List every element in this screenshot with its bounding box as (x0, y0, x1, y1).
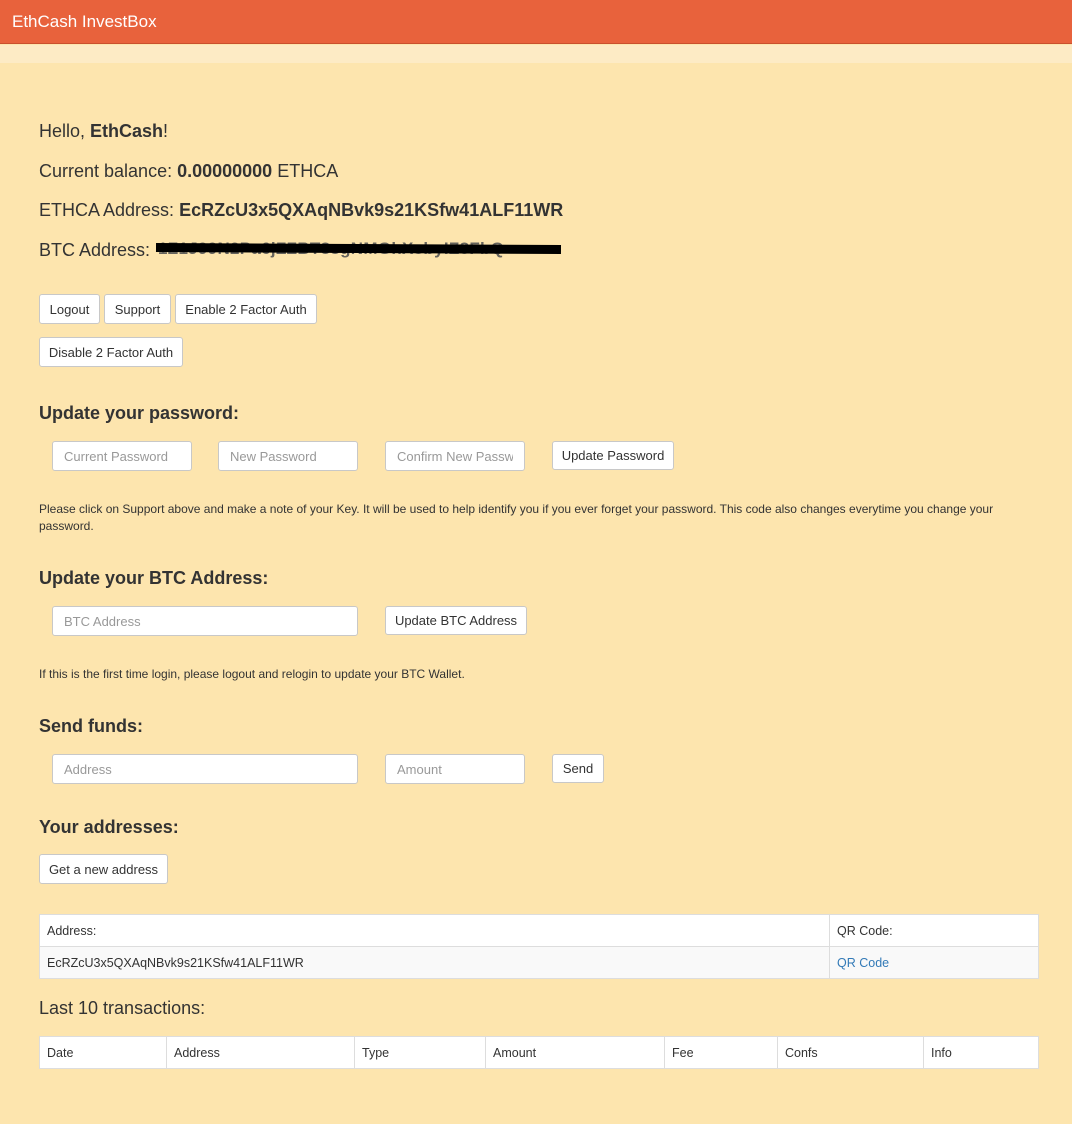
addresses-heading: Your addresses: (39, 817, 179, 837)
qr-column-header: QR Code: (830, 915, 1039, 947)
update-btc-address-button[interactable]: Update BTC Address (385, 606, 527, 635)
qr-code-link[interactable]: QR Code (837, 955, 890, 970)
confs-column-header: Confs (778, 1037, 924, 1069)
table-header-row (40, 1037, 1039, 1069)
send-heading: Send funds: (39, 716, 143, 736)
fee-column-header: Fee (665, 1037, 778, 1069)
logout-button[interactable]: Logout (39, 294, 100, 324)
date-column-header: Date (40, 1037, 167, 1069)
send-button[interactable]: Send (552, 754, 604, 783)
ethca-address-line (39, 200, 563, 221)
btc-address-label: BTC Address: (39, 240, 151, 260)
top-navbar (0, 0, 1072, 44)
greeting-suffix: ! (163, 121, 169, 141)
table-row (40, 947, 1039, 979)
addresses-table (39, 914, 1039, 979)
password-note: Please click on Support above and make a note of your Key. It will be used to help identify you if you ever forget your password. This code also changes everytime you change your password. (39, 502, 994, 533)
current-password-input[interactable] (52, 441, 192, 471)
transactions-heading: Last 10 transactions: (39, 998, 206, 1018)
btc-address-input[interactable] (52, 606, 358, 636)
send-amount-input[interactable] (385, 754, 525, 784)
password-heading: Update your password: (39, 403, 240, 423)
address-cell: EcRZcU3x5QXAqNBvk9s21KSfw41ALF11WR (40, 947, 830, 979)
greeting (39, 121, 168, 142)
disable-2fa-button[interactable]: Disable 2 Factor Auth (39, 337, 183, 367)
balance-label: Current balance: (39, 161, 178, 181)
info-column-header: Info (924, 1037, 1039, 1069)
get-new-address-button[interactable]: Get a new address (39, 854, 168, 884)
qr-cell (830, 947, 1039, 979)
balance-value: 0.00000000 (177, 161, 273, 181)
balance-unit: ETHCA (272, 161, 339, 181)
app-brand[interactable]: EthCash InvestBox (12, 12, 157, 31)
type-column-header: Type (355, 1037, 486, 1069)
username: EthCash (90, 121, 164, 141)
enable-2fa-button[interactable]: Enable 2 Factor Auth (175, 294, 317, 324)
btc-heading: Update your BTC Address: (39, 568, 269, 588)
new-password-input[interactable] (218, 441, 358, 471)
send-address-input[interactable] (52, 754, 358, 784)
transactions-table (39, 1036, 1039, 1069)
balance-line (39, 161, 338, 182)
sub-navbar (0, 45, 1072, 63)
table-header-row (40, 915, 1039, 947)
address-column-header: Address (167, 1037, 355, 1069)
address-column-header: Address: (40, 915, 830, 947)
support-button[interactable]: Support (104, 294, 171, 324)
confirm-password-input[interactable] (385, 441, 525, 471)
amount-column-header: Amount (486, 1037, 665, 1069)
greeting-prefix: Hello, (39, 121, 91, 141)
update-password-button[interactable]: Update Password (552, 441, 674, 470)
btc-address-line (39, 240, 150, 261)
ethca-address-label: ETHCA Address: (39, 200, 180, 220)
btc-note: If this is the first time login, please logout and relogin to update your BTC Wallet. (39, 667, 465, 681)
ethca-address-value: EcRZcU3x5QXAqNBvk9s21KSfw41ALF11WR (179, 200, 564, 220)
